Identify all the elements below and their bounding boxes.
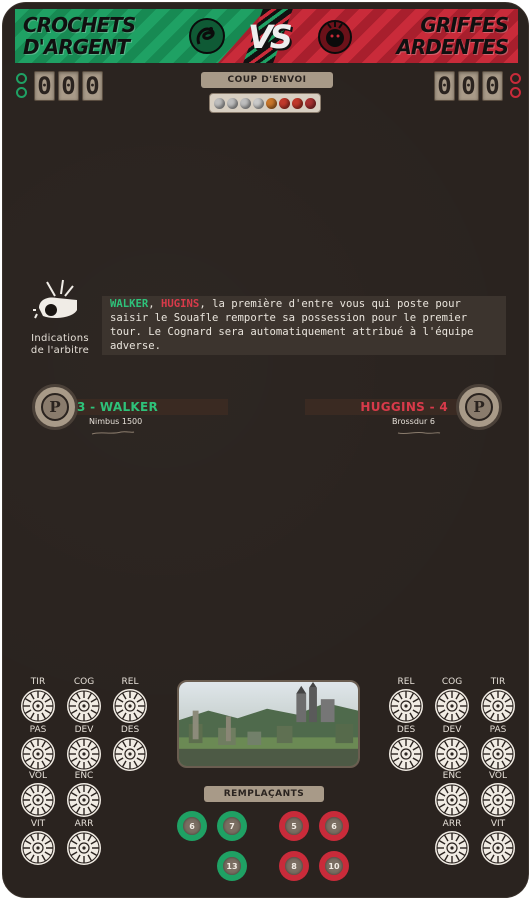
position-badge: P <box>41 393 69 421</box>
position-badge: P <box>465 393 493 421</box>
stat-dial-icon <box>19 781 57 819</box>
home-stat-rel[interactable] <box>110 677 150 730</box>
away-stat-vol[interactable] <box>478 771 518 824</box>
home-player-chip[interactable] <box>32 384 78 430</box>
ball-indicator <box>305 98 316 109</box>
stat-label: VIT <box>30 819 46 829</box>
stat-label: REL <box>397 677 415 687</box>
stat-dial-icon <box>19 735 57 773</box>
versus-label: VS <box>248 18 290 56</box>
stat-label: COG <box>441 677 463 687</box>
away-score <box>434 71 503 101</box>
stat-dial-icon <box>479 781 517 819</box>
stat-dial-icon <box>479 687 517 725</box>
score-digit: 0 <box>434 71 455 101</box>
away-team-name[interactable] <box>396 14 508 58</box>
lion-crest-icon <box>315 16 355 56</box>
score-digit: 0 <box>58 71 79 101</box>
away-player-name[interactable]: HUGGINS - 4 <box>360 400 448 414</box>
stat-label: ENC <box>74 771 94 781</box>
stat-label: TIR <box>30 677 46 687</box>
away-stat-vit[interactable] <box>478 819 518 872</box>
stat-label: ENC <box>442 771 462 781</box>
score-digit: 0 <box>458 71 479 101</box>
substitute-number: 13 <box>223 857 241 875</box>
home-stat-tir[interactable] <box>18 677 58 730</box>
stat-label: VOL <box>488 771 508 781</box>
stat-dial-icon <box>65 687 103 725</box>
substitutes-label: REMPLAÇANTS <box>204 786 324 802</box>
match-board <box>2 2 529 898</box>
stat-dial-icon <box>433 687 471 725</box>
stat-dial-icon <box>433 735 471 773</box>
home-stat-enc[interactable] <box>64 771 104 824</box>
away-stat-enc[interactable] <box>432 771 472 824</box>
stat-dial-icon <box>433 829 471 867</box>
referee-message: WALKER, HUGINS, la première d'entre vous qui poste pour saisir le Souafle remporte sa possession pour le premier tour. Le Cognard sera automatiquement attribué à l'équipe adverse. <box>102 296 506 355</box>
stat-dial-icon <box>65 735 103 773</box>
stat-label: DES <box>396 725 416 735</box>
stat-label: VOL <box>28 771 48 781</box>
substitute-number: 8 <box>285 857 303 875</box>
home-team-name[interactable] <box>23 14 135 58</box>
ball-indicator <box>279 98 290 109</box>
substitute-number: 10 <box>325 857 343 875</box>
ball-indicator <box>266 98 277 109</box>
home-player-name[interactable]: 3 - WALKER <box>77 400 159 414</box>
referee-message-text: , la première d'entre vous qui poste pour saisir le Souafle remporte sa possession pour le premier tour. Le Cognard sera automatiquement attribué à l'équipe adverse. <box>110 298 474 352</box>
home-substitute[interactable] <box>217 811 247 841</box>
stat-dial-icon <box>65 829 103 867</box>
away-team-name-line2: ARDENTES <box>396 35 508 59</box>
home-stat-des[interactable] <box>110 725 150 778</box>
referee-message-away-player[interactable]: HUGINS <box>161 298 200 310</box>
away-stat-cog[interactable] <box>432 677 472 730</box>
stat-label: PAS <box>29 725 47 735</box>
away-indicator-dot <box>510 87 521 98</box>
ball-indicator <box>253 98 264 109</box>
home-player-broom: Nimbus 1500 <box>89 417 143 426</box>
away-substitute[interactable] <box>279 811 309 841</box>
substitute-number: 6 <box>183 817 201 835</box>
home-substitute[interactable] <box>217 851 247 881</box>
stat-dial-icon <box>65 781 103 819</box>
away-stat-arr[interactable] <box>432 819 472 872</box>
away-player-broom: Brossdur 6 <box>392 417 435 426</box>
stat-dial-icon <box>433 781 471 819</box>
away-indicator-dots <box>510 73 521 98</box>
serpent-crest-icon <box>187 16 227 56</box>
stat-dial-icon <box>111 687 149 725</box>
home-indicator-dots <box>16 73 27 98</box>
ball-indicator <box>292 98 303 109</box>
score-digit: 0 <box>34 71 55 101</box>
home-team-name-line2: D'ARGENT <box>23 35 130 59</box>
away-substitute[interactable] <box>319 851 349 881</box>
score-digit: 0 <box>482 71 503 101</box>
referee-label <box>17 333 103 357</box>
home-stat-arr[interactable] <box>64 819 104 872</box>
referee-label-line1: Indications <box>31 333 89 344</box>
substitute-number: 6 <box>325 817 343 835</box>
stat-label: COG <box>73 677 95 687</box>
away-stat-rel[interactable] <box>386 677 426 730</box>
ball-indicator <box>227 98 238 109</box>
home-team-name-line1: CROCHETS <box>23 13 136 37</box>
away-indicator-dot <box>510 73 521 84</box>
substitute-number: 7 <box>223 817 241 835</box>
referee-whistle-icon <box>33 278 83 328</box>
stat-label: ARR <box>74 819 94 829</box>
away-team-name-line1: GRIFFES <box>420 13 508 37</box>
referee-message-home-player[interactable]: WALKER <box>110 298 149 310</box>
home-stat-cog[interactable] <box>64 677 104 730</box>
ball-tracker <box>209 93 321 113</box>
away-player-chip[interactable] <box>456 384 502 430</box>
stat-dial-icon <box>479 735 517 773</box>
stat-dial-icon <box>19 687 57 725</box>
home-score <box>34 71 103 101</box>
stat-dial-icon <box>479 829 517 867</box>
stat-dial-icon <box>111 735 149 773</box>
stat-label: REL <box>121 677 139 687</box>
stat-label: DEV <box>442 725 462 735</box>
stat-label: DES <box>120 725 140 735</box>
away-stat-des[interactable] <box>386 725 426 778</box>
kickoff-label: COUP D'ENVOI <box>201 72 333 88</box>
home-stat-vol[interactable] <box>18 771 58 824</box>
home-substitute[interactable] <box>177 811 207 841</box>
home-indicator-dot <box>16 87 27 98</box>
stat-label: VIT <box>490 819 506 829</box>
pitch-image <box>177 680 360 768</box>
stat-dial-icon <box>387 735 425 773</box>
ball-indicator <box>240 98 251 109</box>
stat-label: TIR <box>490 677 506 687</box>
away-player-signature <box>397 430 441 436</box>
stat-label: PAS <box>489 725 507 735</box>
stat-dial-icon <box>19 829 57 867</box>
home-stat-vit[interactable] <box>18 819 58 872</box>
away-substitute[interactable] <box>319 811 349 841</box>
substitute-number: 5 <box>285 817 303 835</box>
stat-label: DEV <box>74 725 94 735</box>
away-substitute[interactable] <box>279 851 309 881</box>
match-banner <box>15 9 518 63</box>
away-stat-tir[interactable] <box>478 677 518 730</box>
stat-dial-icon <box>387 687 425 725</box>
score-digit: 0 <box>82 71 103 101</box>
stat-label: ARR <box>442 819 462 829</box>
referee-label-line2: de l'arbitre <box>30 345 90 356</box>
home-indicator-dot <box>16 73 27 84</box>
home-player-signature <box>91 430 135 436</box>
ball-indicator <box>214 98 225 109</box>
